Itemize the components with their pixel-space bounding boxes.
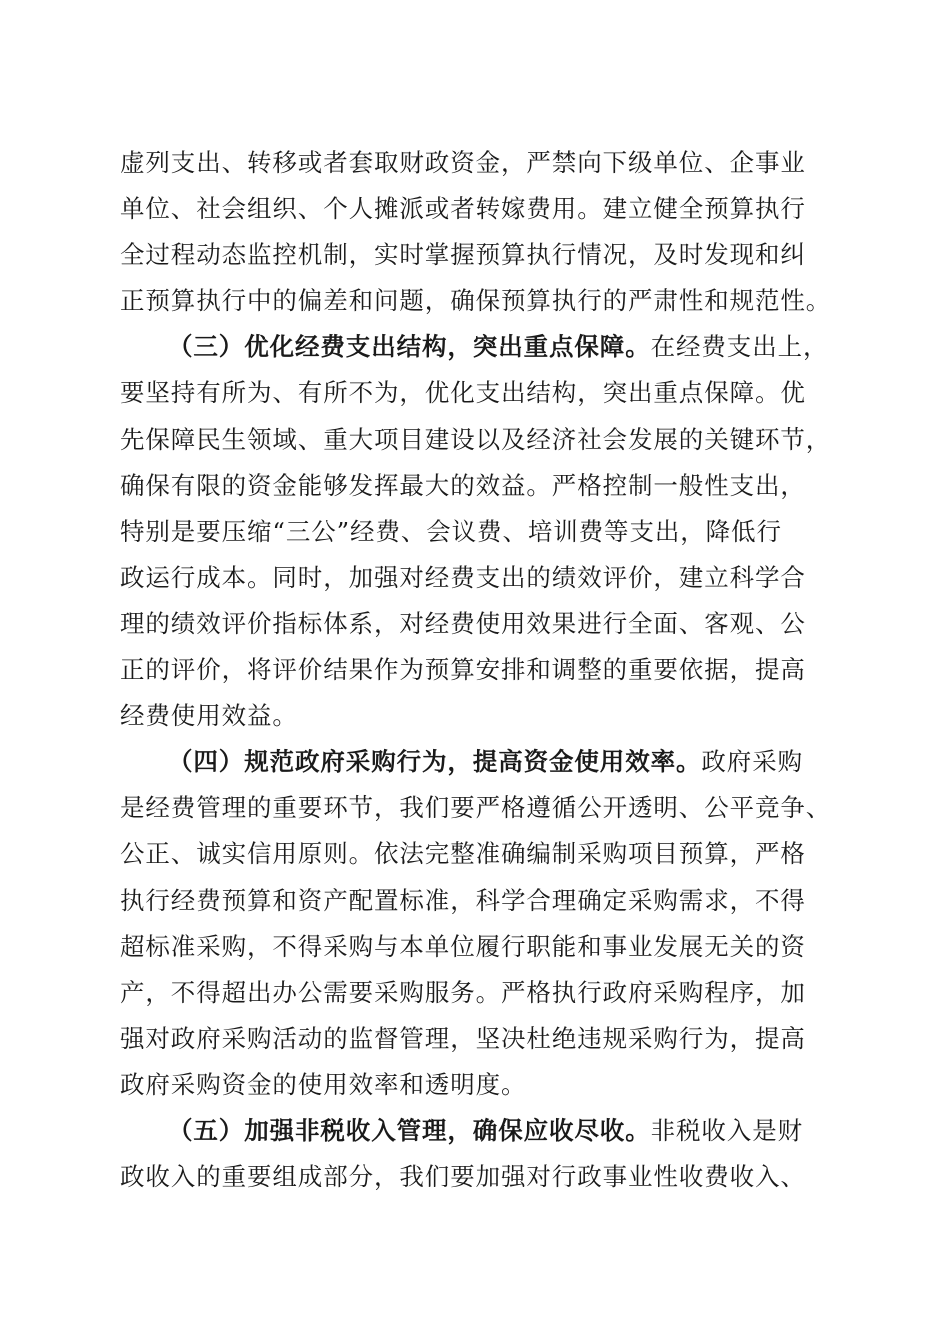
text-line: 经费使用效益。 (120, 701, 298, 731)
text-segment: 在经费支出上， (650, 332, 829, 362)
text-line: 确保有限的资金能够发挥最大的效益。严格控制一般性支出， (120, 470, 806, 500)
text-line: 政收入的重要组成部分，我们要加强对行政事业性收费收入、 (120, 1162, 806, 1192)
paragraph-first-line (120, 1108, 840, 1154)
paragraph-budget-execution (120, 140, 840, 324)
text-line: 产，不得超出办公需要采购服务。严格执行政府采购程序，加 (120, 977, 806, 1007)
paragraph-non-tax-revenue (120, 1108, 840, 1200)
text-line: 公正、诚实信用原则。依法完整准确编制采购项目预算，严格 (120, 839, 806, 869)
text-line: 超标准采购，不得采购与本单位履行职能和事业发展无关的资 (120, 931, 806, 961)
text-line: 是经费管理的重要环节，我们要严格遵循公开透明、公平竞争、 (120, 793, 832, 823)
paragraph-first-line (120, 324, 840, 370)
text-line: 正的评价，将评价结果作为预算安排和调整的重要依据，提高 (120, 655, 806, 685)
text-line: 全过程动态监控机制，实时掌握预算执行情况，及时发现和纠 (120, 240, 806, 270)
text-line: 先保障民生领域、重大项目建设以及经济社会发展的关键环节， (120, 424, 832, 454)
text-line: 单位、社会组织、个人摊派或者转嫁费用。建立健全预算执行 (120, 194, 806, 224)
text-line: 执行经费预算和资产配置标准，科学合理确定采购需求，不得 (120, 885, 806, 915)
text-line: 要坚持有所为、有所不为，优化支出结构，突出重点保障。优 (120, 378, 806, 408)
paragraph-expenditure-structure (120, 324, 840, 739)
section-heading: （三）优化经费支出结构，突出重点保障。 (168, 332, 651, 362)
text-line: 强对政府采购活动的监督管理，坚决杜绝违规采购行为，提高 (120, 1023, 806, 1053)
text-line: 政运行成本。同时，加强对经费支出的绩效评价，建立科学合 (120, 562, 806, 592)
text-segment: 政府采购 (701, 747, 804, 777)
text-line: 理的绩效评价指标体系，对经费使用效果进行全面、客观、公 (120, 608, 806, 638)
document-page (120, 140, 840, 1200)
text-segment: 非税收入是财 (650, 1115, 804, 1145)
text-line: 正预算执行中的偏差和问题，确保预算执行的严肃性和规范性。 (120, 286, 832, 316)
section-heading: （四）规范政府采购行为，提高资金使用效率。 (168, 747, 702, 777)
text-line: 政府采购资金的使用效率和透明度。 (120, 1069, 527, 1099)
text-line: 虚列支出、转移或者套取财政资金，严禁向下级单位、企事业 (120, 148, 806, 177)
text-line: 特别是要压缩“三公”经费、会议费、培训费等支出，降低行 (120, 516, 782, 546)
section-heading: （五）加强非税收入管理，确保应收尽收。 (168, 1115, 651, 1145)
paragraph-first-line (120, 739, 840, 785)
paragraph-government-procurement (120, 739, 840, 1108)
